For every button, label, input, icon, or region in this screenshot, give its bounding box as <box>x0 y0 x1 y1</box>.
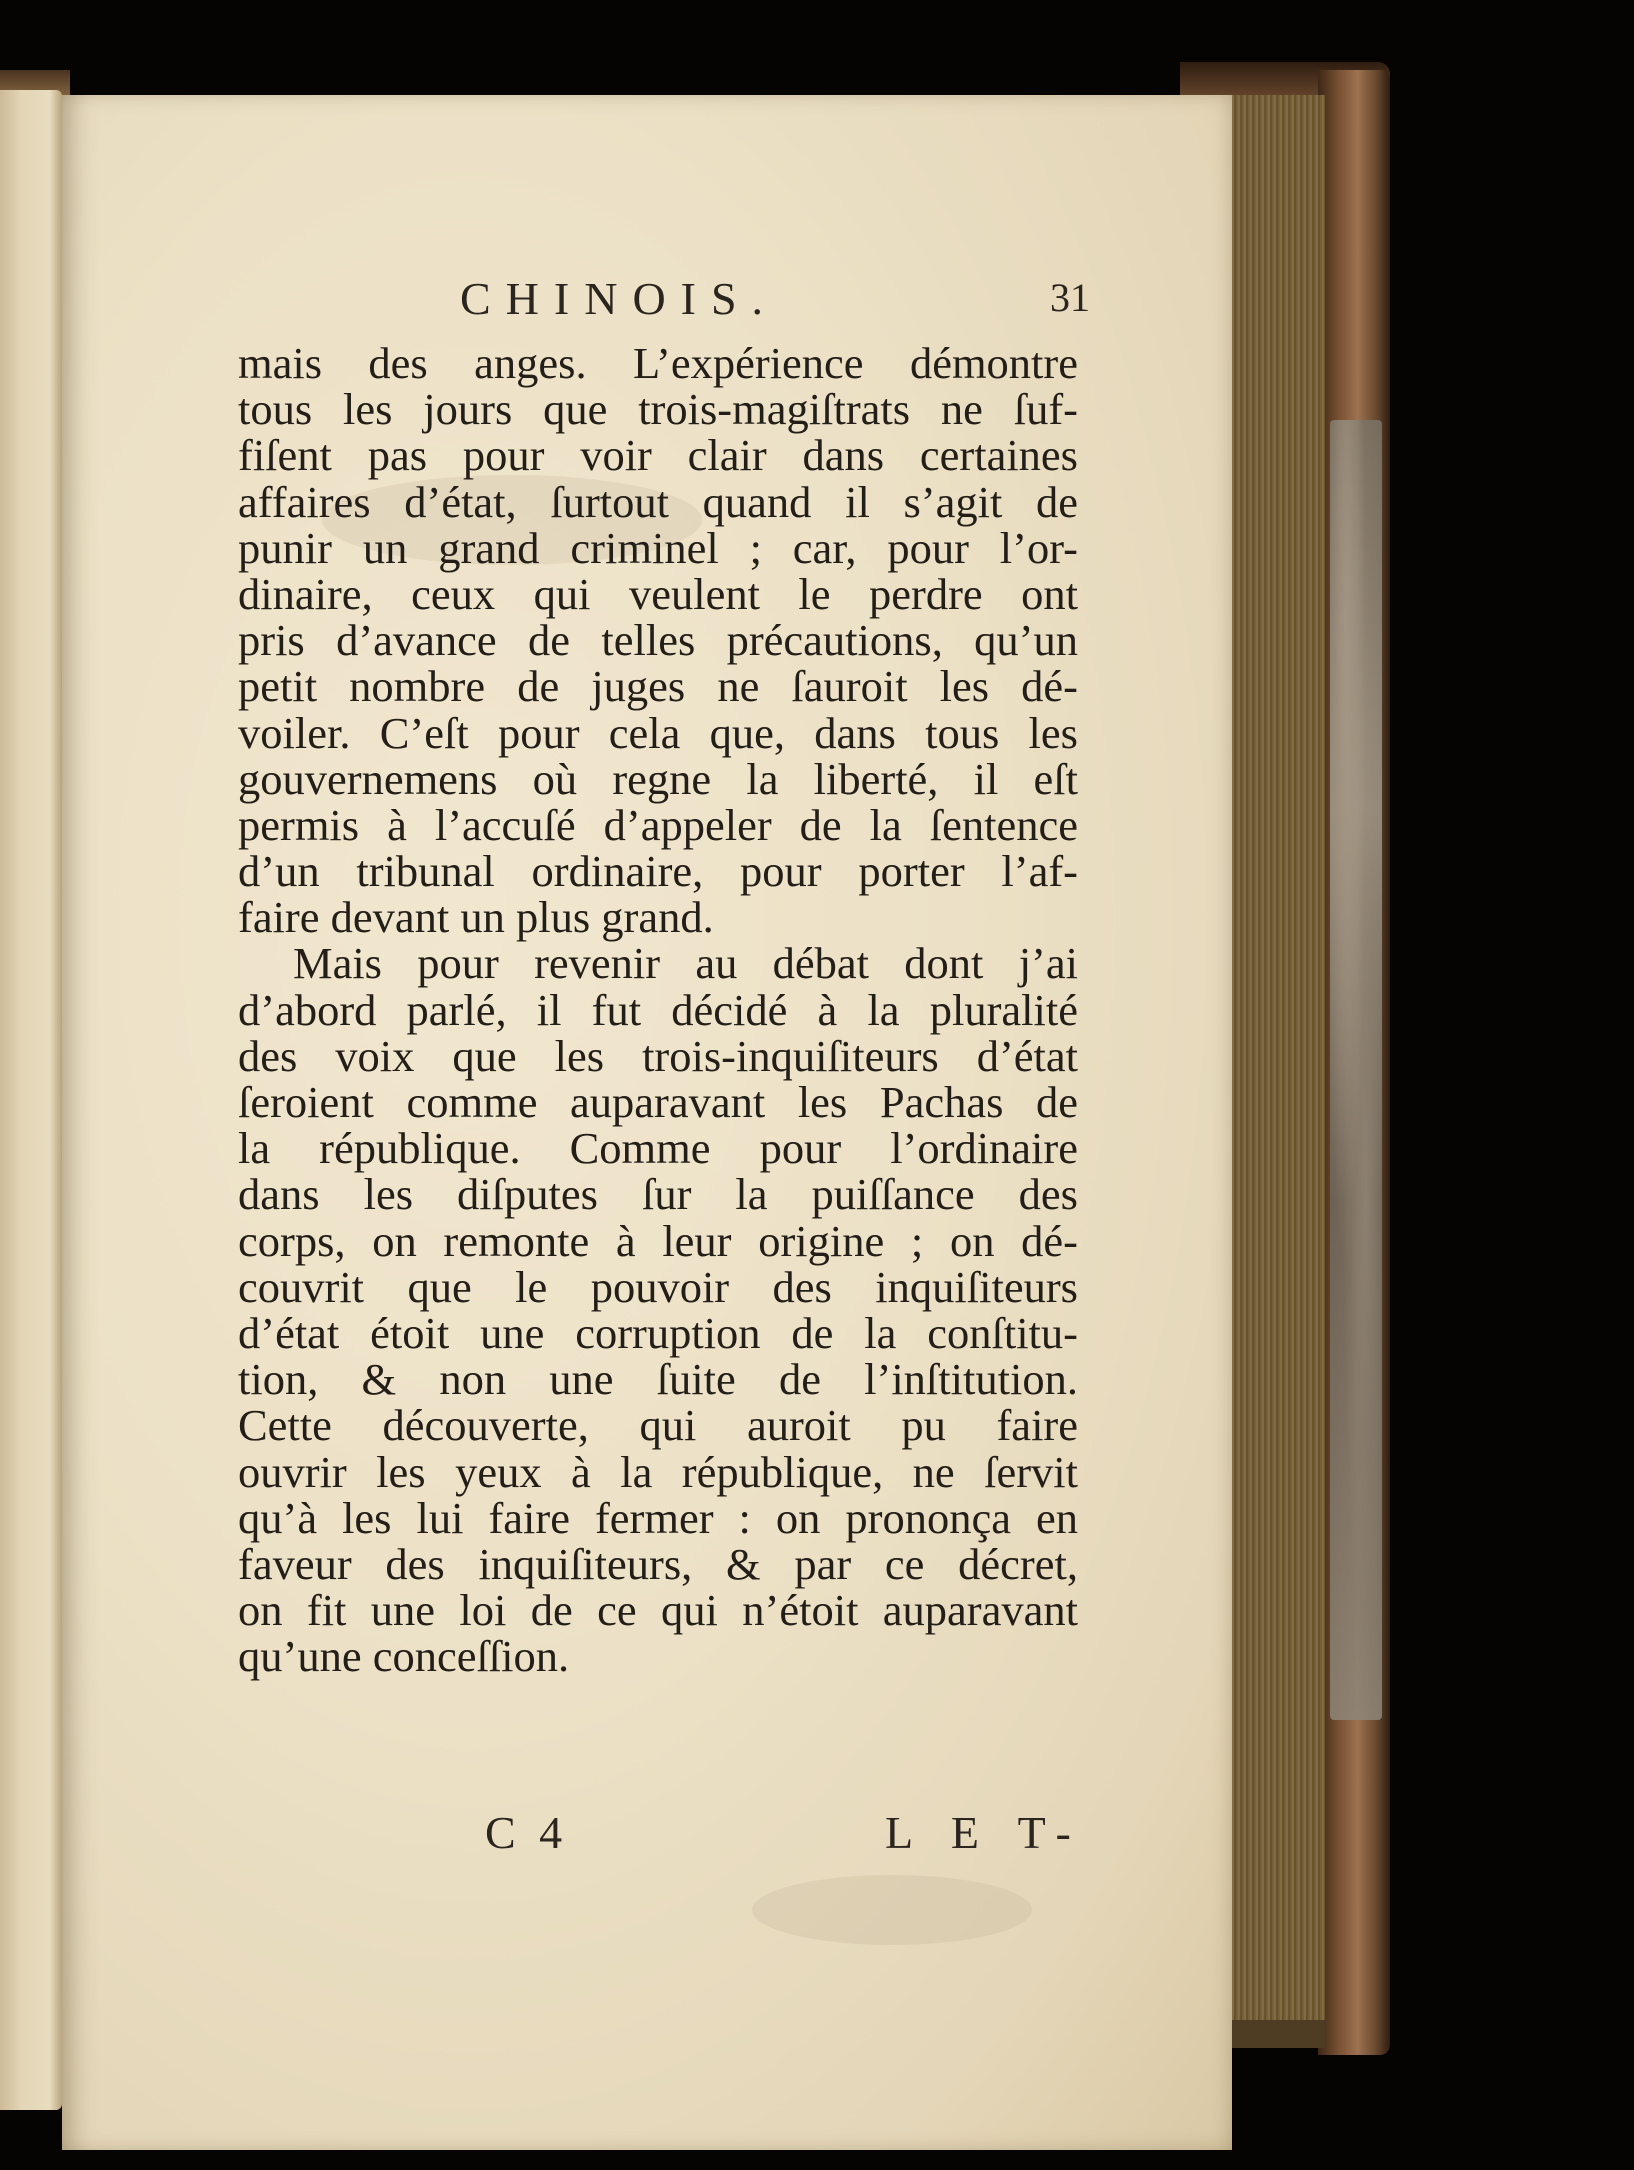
text-line: faire devant un plus grand. <box>238 892 714 943</box>
text-line: la république. Comme pour l’ordinaire <box>238 1123 1078 1174</box>
text-line: permis à l’accuſé d’appeler de la ſentence <box>238 799 1078 850</box>
text-line: d’abord parlé, il fut décidé à la pluralité <box>238 984 1078 1035</box>
text-line: ſeroient comme auparavant les Pachas de <box>238 1077 1078 1127</box>
text-line: affaires d’état, ſurtout quand il s’agit de <box>238 476 1078 527</box>
catchword: L E T- <box>885 1807 1085 1858</box>
text-line: des voix que les trois-inquiſiteurs d’état <box>238 1030 1078 1081</box>
text-line: tous les jours que trois-magiſtrats ne ſuf- <box>238 384 1078 435</box>
page-header <box>460 272 1120 332</box>
text-line: qu’une conceſſion. <box>238 1631 570 1682</box>
text-line: corps, on remonte à leur origine ; on dé- <box>238 1215 1078 1266</box>
text-line: d’un tribunal ordinaire, pour porter l’af- <box>238 846 1078 897</box>
left-facing-page <box>0 90 62 2110</box>
page-stain <box>752 1875 1032 1945</box>
text-line: dinaire, ceux qui veulent le perdre ont <box>238 568 1078 619</box>
text-line: ouvrir les yeux à la république, ne ſervit <box>238 1446 1078 1497</box>
text-line: on fit une loi de ce qui n’étoit auparavant <box>238 1585 1078 1636</box>
text-line: voiler. C’eſt pour cela que, dans tous les <box>238 707 1078 758</box>
body-text <box>238 338 1078 1682</box>
page-number: 31 <box>1050 275 1090 320</box>
text-line: pris d’avance de telles précautions, qu’un <box>238 615 1078 666</box>
text-line: Cette découverte, qui auroit pu faire <box>238 1400 1078 1451</box>
text-line: qu’à les lui faire fermer : on prononça en <box>238 1492 1078 1543</box>
text-line: couvrit que le pouvoir des inquiſiteurs <box>238 1261 1078 1312</box>
running-title: CHINOIS. <box>460 273 779 324</box>
text-line: faveur des inquiſiteurs, & par ce décret, <box>238 1538 1078 1589</box>
text-line: punir un grand criminel ; car, pour l’or- <box>238 522 1078 573</box>
page-fore-edge <box>1225 95 1325 2030</box>
text-line: tion, & non une ſuite de l’inſtitution. <box>238 1354 1078 1405</box>
text-line: Mais pour revenir au débat dont j’ai <box>293 938 1078 989</box>
text-line: mais des anges. L’expérience démontre <box>238 338 1078 388</box>
signature-mark: C 4 <box>485 1807 569 1858</box>
text-line: gouvernemens où regne la liberté, il eſt <box>238 753 1078 804</box>
page-footer <box>485 1806 1085 1866</box>
marbled-cover <box>1330 420 1382 1720</box>
text-line: dans les diſputes ſur la puiſſance des <box>238 1169 1078 1220</box>
text-line: petit nombre de juges ne ſauroit les dé- <box>238 661 1078 712</box>
text-line: d’état étoit une corruption de la conſtitu- <box>238 1307 1078 1358</box>
text-line: fiſent pas pour voir clair dans certaines <box>238 430 1078 481</box>
